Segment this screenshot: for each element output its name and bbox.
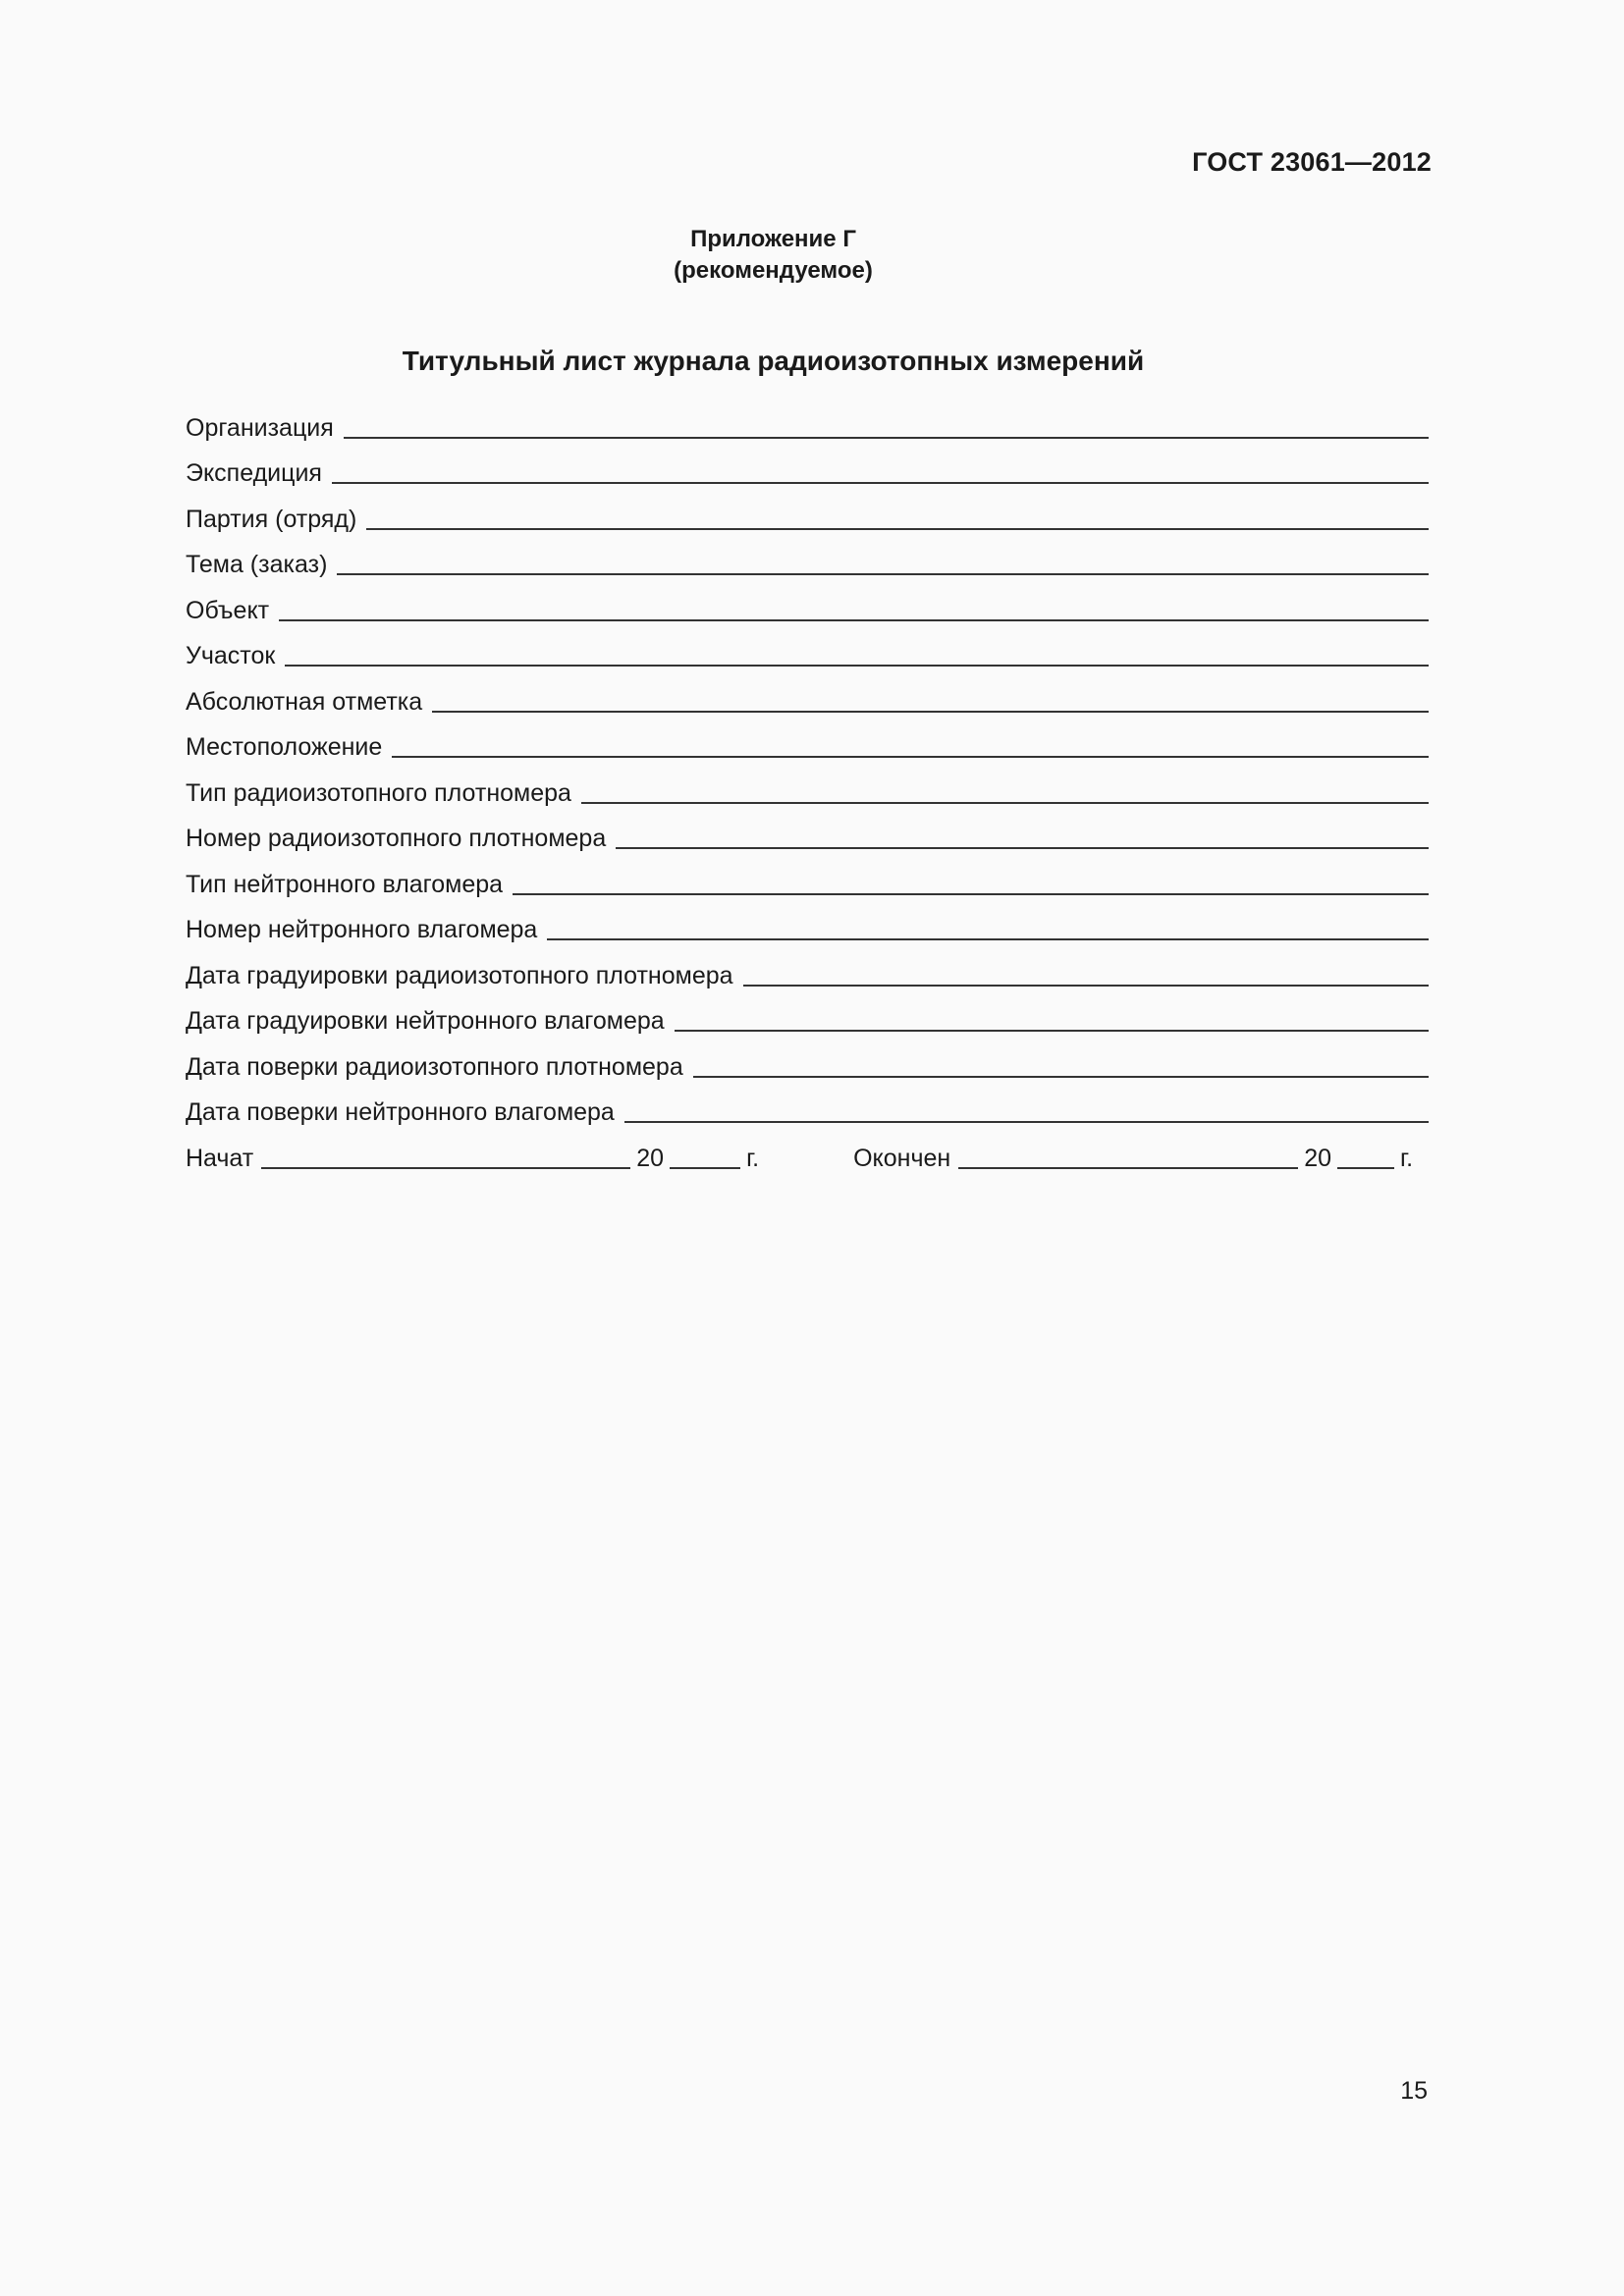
field-label: Участок xyxy=(186,642,276,669)
field-label: Тип нейтронного влагомера xyxy=(186,870,504,898)
field-fill-line[interactable] xyxy=(693,1052,1429,1078)
end-century: 20 xyxy=(1304,1144,1331,1172)
field-label: Дата градуировки радиоизотопного плотномера xyxy=(186,961,733,989)
field-fill-line[interactable] xyxy=(675,1006,1429,1032)
field-row xyxy=(186,944,1429,990)
field-fill-line[interactable] xyxy=(337,550,1429,575)
field-fill-line[interactable] xyxy=(581,778,1429,804)
field-fill-line[interactable] xyxy=(285,641,1429,667)
field-label: Партия (отряд) xyxy=(186,505,357,533)
field-row xyxy=(186,1082,1429,1128)
field-label: Тема (заказ) xyxy=(186,551,328,578)
field-label: Объект xyxy=(186,596,270,624)
field-row xyxy=(186,762,1429,808)
appendix-heading xyxy=(0,224,1546,287)
field-label: Дата поверки радиоизотопного плотномера xyxy=(186,1052,683,1081)
end-year-suffix: г. xyxy=(1400,1144,1414,1172)
field-fill-line[interactable] xyxy=(332,458,1429,484)
end-date-line[interactable] xyxy=(958,1144,1298,1169)
dates-row xyxy=(186,1127,1429,1173)
field-row xyxy=(186,488,1429,534)
field-fill-line[interactable] xyxy=(279,596,1429,621)
start-year-line[interactable] xyxy=(670,1144,740,1169)
field-row xyxy=(186,899,1429,945)
field-fill-line[interactable] xyxy=(547,915,1429,940)
field-row xyxy=(186,808,1429,854)
field-fill-line[interactable] xyxy=(513,870,1429,895)
appendix-note: (рекомендуемое) xyxy=(674,257,873,284)
field-row xyxy=(186,443,1429,489)
field-row xyxy=(186,990,1429,1037)
start-date-line[interactable] xyxy=(261,1144,630,1169)
field-label: Номер нейтронного влагомера xyxy=(186,916,538,943)
appendix-title: Приложение Г xyxy=(690,226,856,252)
field-row xyxy=(186,1036,1429,1082)
end-year-line[interactable] xyxy=(1337,1144,1394,1169)
field-fill-line[interactable] xyxy=(366,505,1429,530)
field-label: Местоположение xyxy=(186,733,383,761)
field-fill-line[interactable] xyxy=(344,413,1429,439)
field-label: Дата поверки нейтронного влагомера xyxy=(186,1098,615,1126)
field-row xyxy=(186,853,1429,899)
page-number: 15 xyxy=(1400,2077,1428,2105)
field-label: Абсолютная отметка xyxy=(186,687,423,716)
field-row xyxy=(186,534,1429,580)
form-title: Титульный лист журнала радиоизотопных измерений xyxy=(402,346,1145,376)
start-year-suffix: г. xyxy=(746,1144,760,1172)
start-label: Начат xyxy=(186,1144,254,1172)
field-label: Организация xyxy=(186,413,334,442)
field-row xyxy=(186,625,1429,671)
field-fill-line[interactable] xyxy=(616,824,1429,849)
field-row xyxy=(186,397,1429,443)
end-label: Окончен xyxy=(853,1144,951,1172)
field-label: Экспедиция xyxy=(186,459,322,487)
title-sheet-form xyxy=(186,397,1429,1173)
field-label: Тип радиоизотопного плотномера xyxy=(186,778,571,807)
field-fill-line[interactable] xyxy=(392,732,1429,758)
field-row xyxy=(186,670,1429,717)
field-label: Номер радиоизотопного плотномера xyxy=(186,825,607,852)
field-fill-line[interactable] xyxy=(432,687,1429,713)
field-label: Дата градуировки нейтронного влагомера xyxy=(186,1007,665,1035)
standard-code: ГОСТ 23061—2012 xyxy=(1192,147,1432,177)
field-row xyxy=(186,717,1429,763)
start-century: 20 xyxy=(636,1144,665,1172)
field-fill-line[interactable] xyxy=(743,961,1429,987)
field-fill-line[interactable] xyxy=(624,1097,1429,1123)
field-row xyxy=(186,579,1429,625)
